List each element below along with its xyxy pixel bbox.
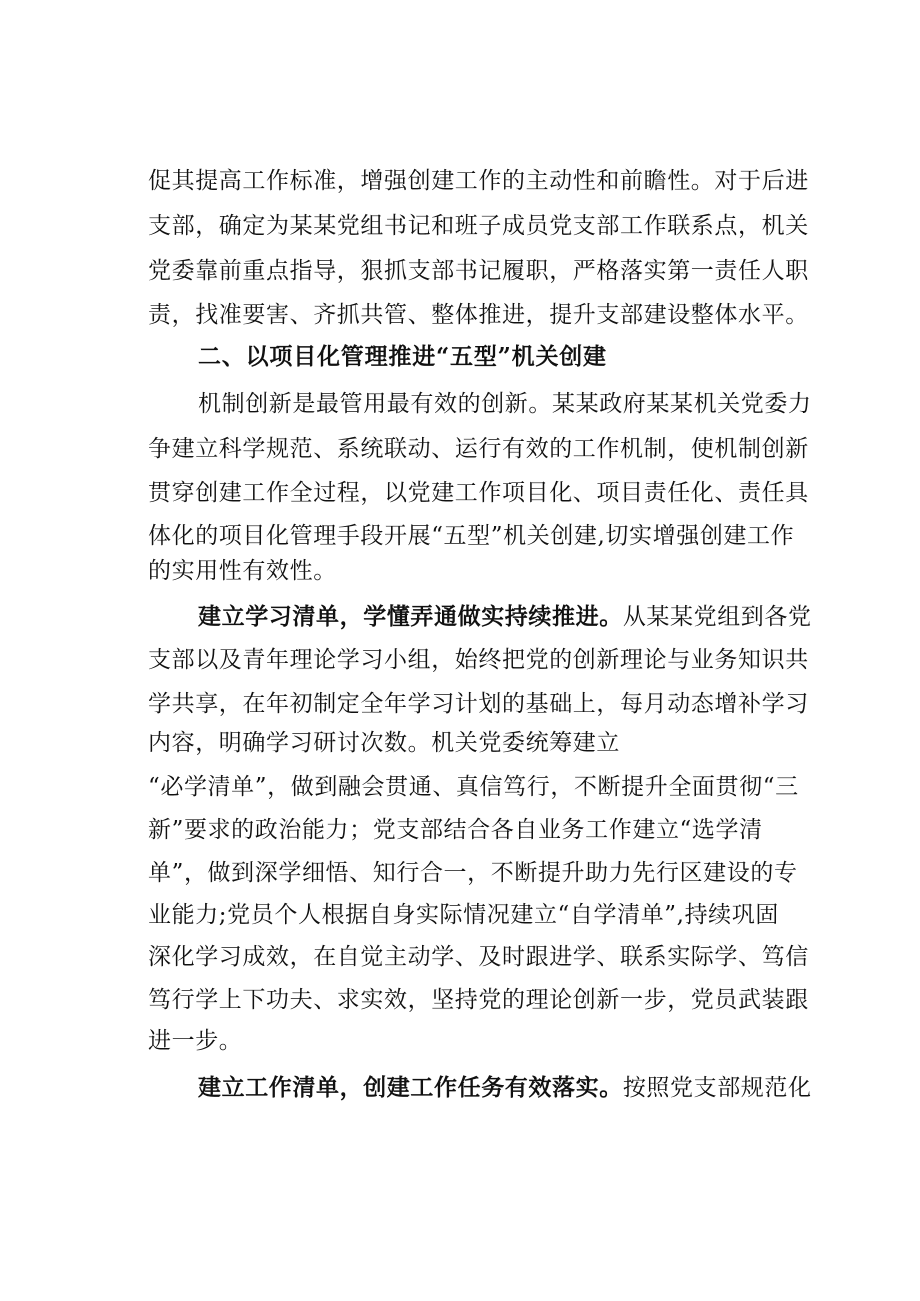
paragraph-4-line-1: [198, 1073, 812, 1103]
paragraph-1-line-3: 党委靠前重点指导，狠抓支部书记履职，严格落实第一责任人职: [148, 258, 809, 284]
paragraph-3-line-2: 支部以及青年理论学习小组，始终把党的创新理论与业务知识共: [148, 647, 809, 673]
paragraph-3-line-8: 业能力;党员个人根据自身实际情况建立“自学清单”,持续巩固: [148, 902, 779, 928]
paragraph-3-line-7: 单”，做到深学细悟、知行合一，不断提升助力先行区建设的专: [148, 860, 798, 886]
paragraph-3-lead-rest: 从某某党组到各党: [622, 604, 812, 630]
paragraph-1-line-2: 支部，确定为某某党组书记和班子成员党支部工作联系点，机关: [148, 213, 809, 239]
paragraph-1-line-4: 责，找准要害、齐抓共管、整体推进，提升支部建设整体水平。: [148, 302, 809, 328]
paragraph-3-line-11: 进一步。: [148, 1028, 243, 1054]
paragraph-4-lead: 建立工作清单，创建工作任务有效落实。: [198, 1074, 623, 1101]
paragraph-3-line-6: 新”要求的政治能力；党支部结合各自业务工作建立“选学清: [148, 817, 763, 843]
paragraph-2-line-4: 体化的项目化管理手段开展“五型”机关创建,切实增强创建工作: [148, 523, 795, 549]
paragraph-3-line-1: [198, 602, 812, 632]
paragraph-3-line-5: “必学清单”，做到融会贯通、真信笃行，不断提升全面贯彻“三: [148, 774, 799, 800]
paragraph-2-line-2: 争建立科学规范、系统联动、运行有效的工作机制，使机制创新: [148, 436, 809, 462]
paragraph-2-line-3: 贯穿创建工作全过程，以党建工作项目化、项目责任化、责任具: [148, 480, 809, 506]
paragraph-3-line-3: 学共享，在年初制定全年学习计划的基础上，每月动态增补学习: [148, 691, 809, 717]
paragraph-2-line-1: 机制创新是最管用最有效的创新。某某政府某某机关党委力: [198, 391, 812, 417]
paragraph-2-line-5: 的实用性有效性。: [148, 558, 337, 584]
paragraph-3-line-4: 内容，明确学习研讨次数。机关党委统筹建立: [148, 730, 620, 756]
paragraph-3-lead: 建立学习清单，学懂弄通做实持续推进。: [198, 603, 623, 630]
paragraph-4-lead-rest: 按照党支部规范化: [622, 1075, 812, 1101]
paragraph-3-line-10: 笃行学上下功夫、求实效，坚持党的理论创新一步，党员武装跟: [148, 987, 809, 1013]
paragraph-1-line-1: 促其提高工作标准，增强创建工作的主动性和前瞻性。对于后进: [148, 168, 809, 194]
section-heading: 二、以项目化管理推进“五型”机关创建: [198, 343, 607, 370]
paragraph-3-line-9: 深化学习成效，在自觉主动学、及时跟进学、联系实际学、笃信: [148, 944, 809, 970]
